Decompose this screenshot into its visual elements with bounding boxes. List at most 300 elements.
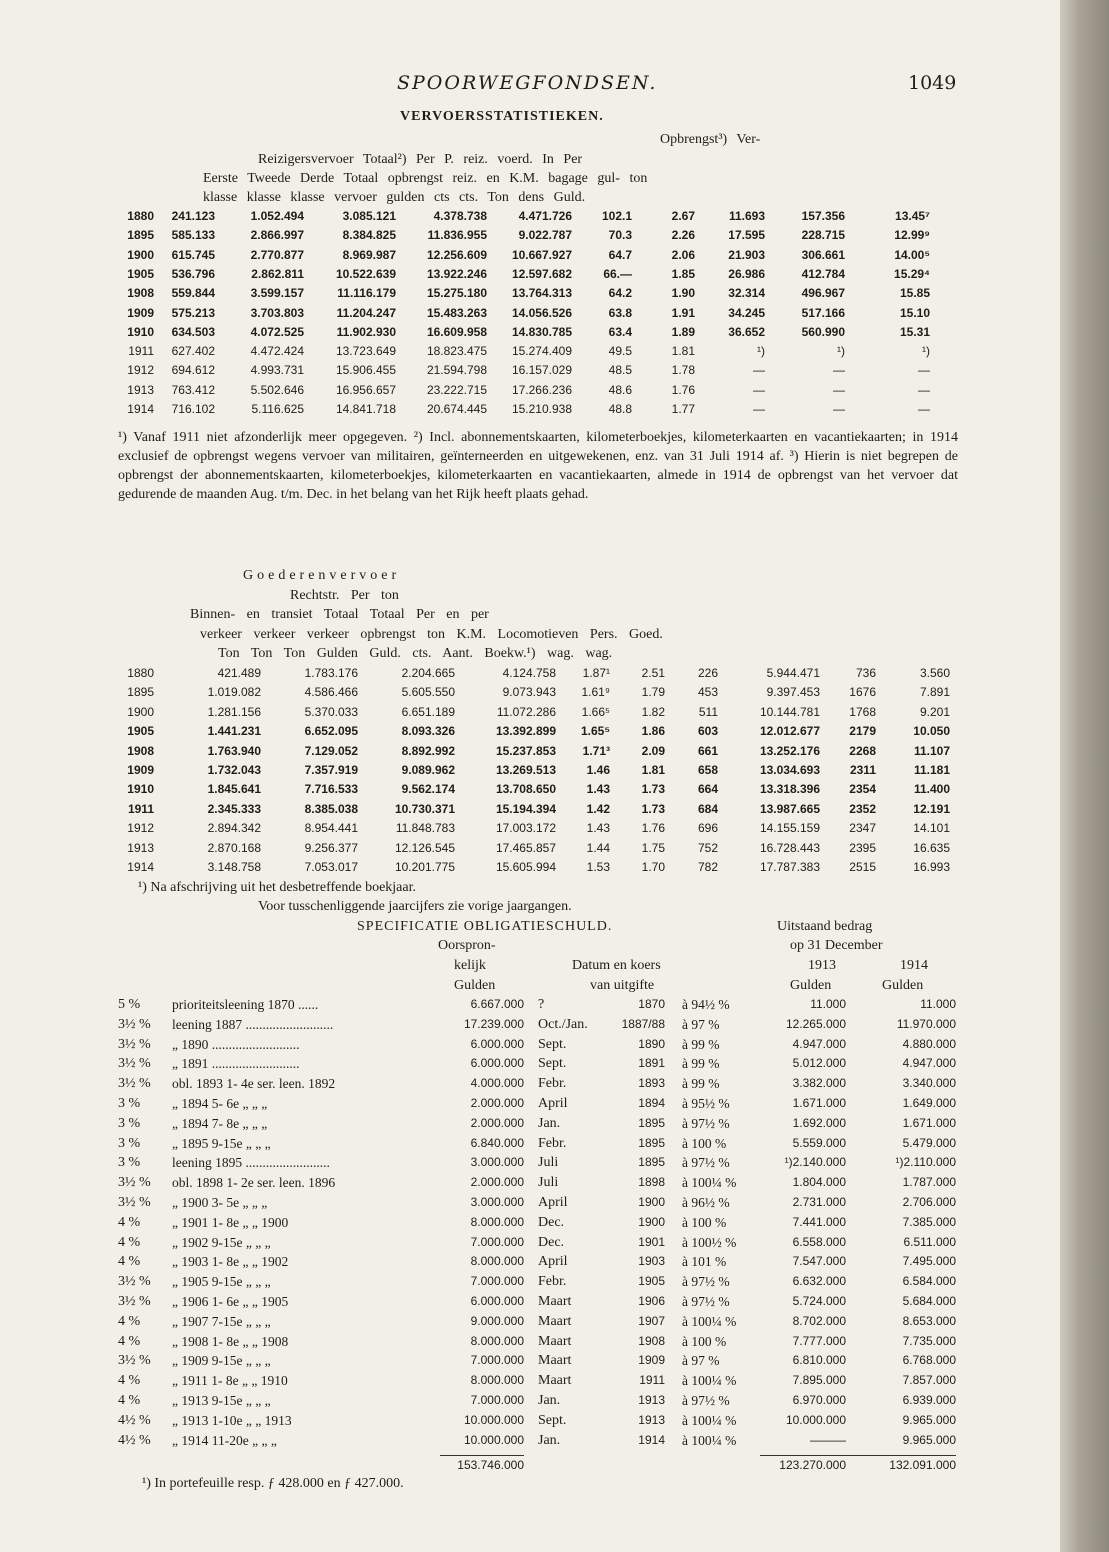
debt-row: [0, 1193, 1060, 1212]
goods-cell: 11.400: [913, 782, 950, 797]
passenger-cell: 11.836.955: [427, 228, 487, 243]
goods-cell: 1.46: [586, 763, 610, 777]
goods-cell: 1895: [127, 685, 154, 700]
goods-cell: 7.129.052: [304, 743, 358, 758]
goods-cell: 5.605.550: [401, 685, 455, 700]
debt-outstanding-1913: ¹)2.140.000: [784, 1155, 846, 1170]
passenger-row: [0, 342, 1060, 361]
goods-cell: 11.848.783: [395, 821, 455, 836]
debt-description: leening 1895 .........................: [172, 1155, 330, 1171]
goods-cell: 2.870.168: [207, 840, 261, 855]
passenger-cell: 1905: [127, 266, 154, 281]
debt-issue-year: 1905: [638, 1274, 665, 1289]
passenger-cell: 1.90: [671, 286, 695, 301]
goods-cell: 7.053.017: [304, 860, 358, 874]
debt-outstanding-1914: 1.671.000: [902, 1115, 956, 1130]
passenger-cell: 3.599.157: [250, 286, 304, 301]
goods-row: [0, 800, 1060, 819]
debt-original-amount: 7.000.000: [470, 1274, 524, 1289]
debt-issue-month: Maart: [538, 1294, 572, 1309]
goods-footnote: ¹) Na afschrijving uit het desbetreffende boekjaar.: [138, 880, 416, 895]
goods-cell: 661: [697, 743, 718, 758]
debt-issue-year: 1908: [638, 1333, 665, 1348]
passenger-cell: 11.204.247: [336, 305, 396, 320]
goods-cell: 5.370.033: [304, 704, 358, 719]
debt-issue-price: à 100 %: [682, 1135, 727, 1151]
goods-cell: 5.944.471: [766, 666, 820, 680]
debt-description: „ 1911 1- 8e „ „ 1910: [172, 1373, 288, 1389]
debt-issue-month: Jan.: [538, 1393, 561, 1408]
debt-outstanding-1914: 6.768.000: [902, 1353, 956, 1368]
debt-outstanding-1914: 5.479.000: [902, 1135, 956, 1150]
debt-footnote: ¹) In portefeuille resp. ƒ 428.000 en ƒ 427.000.: [142, 1476, 404, 1491]
goods-cell: 1.71³: [582, 743, 610, 758]
goods-cell: 1908: [127, 743, 154, 758]
goods-header-line: Ton Ton Ton Gulden Guld. cts. Aant. Boekw.¹) wag. wag.: [218, 646, 613, 661]
goods-cell: 1.783.176: [304, 666, 358, 680]
debt-issue-month: Jan.: [538, 1432, 561, 1448]
passenger-cell: 1911: [128, 344, 154, 359]
debt-description: „ 1914 11-20e „ „ „: [172, 1432, 277, 1448]
debt-rate: 3½ %: [118, 1076, 151, 1092]
goods-row: [0, 722, 1060, 741]
passenger-cell: 1.78: [671, 363, 695, 378]
debt-outstanding-1914: 4.880.000: [902, 1036, 956, 1051]
debt-row: [0, 1371, 1060, 1390]
debt-outstanding-1913: 11.000: [810, 997, 846, 1011]
passenger-cell: —: [753, 382, 765, 397]
goods-cell: 1905: [127, 724, 154, 739]
goods-cell: 2347: [849, 821, 876, 836]
goods-cell: 1.281.156: [207, 704, 261, 719]
debt-row: [0, 1213, 1060, 1232]
debt-rate: 3 %: [118, 1155, 141, 1171]
debt-rate: 4 %: [118, 1393, 141, 1408]
debt-outstanding-1914: 6.939.000: [902, 1393, 956, 1407]
goods-cell: 16.635: [913, 840, 950, 855]
debt-rate: 3½ %: [118, 1016, 151, 1032]
debt-outstanding-1914: 1.649.000: [902, 1096, 956, 1110]
goods-cell: 2354: [849, 782, 876, 797]
goods-cell: 12.126.545: [394, 840, 455, 855]
passenger-cell: 16.609.958: [426, 324, 487, 339]
passenger-cell: —: [833, 402, 845, 416]
debt-rate: 4 %: [118, 1313, 141, 1329]
goods-cell: 1.763.940: [207, 743, 261, 758]
passenger-cell: 1.85: [671, 266, 695, 281]
passenger-cell: 48.8: [608, 402, 632, 416]
passenger-row: [0, 226, 1060, 245]
debt-description: „ 1890 ..........................: [172, 1036, 300, 1052]
passenger-cell: 26.986: [728, 266, 765, 281]
debt-outstanding-1913: 3.382.000: [792, 1076, 846, 1091]
debt-issue-month: April: [538, 1254, 568, 1270]
debt-row: [0, 1094, 1060, 1113]
debt-issue-year: 1895: [638, 1155, 665, 1170]
passenger-row: [0, 207, 1060, 226]
goods-cell: 2395: [849, 840, 876, 855]
passenger-cell: —: [833, 363, 845, 378]
debt-issue-price: à 100½ %: [682, 1234, 737, 1250]
goods-cell: 1914: [127, 860, 154, 874]
passenger-cell: 13.45⁷: [895, 209, 930, 223]
goods-cell: 6.652.095: [304, 724, 358, 739]
passenger-cell: 34.245: [728, 305, 765, 320]
goods-cell: 736: [855, 666, 876, 680]
goods-cell: 2.51: [641, 666, 665, 680]
debt-original-amount: 7.000.000: [470, 1353, 524, 1368]
debt-issue-price: à 100¼ %: [682, 1175, 737, 1191]
debt-row: [0, 1233, 1060, 1252]
debt-original-amount: 3.000.000: [470, 1155, 524, 1170]
goods-cell: 1.76: [641, 821, 665, 836]
debt-row: [0, 1074, 1060, 1093]
header-december: op 31 December: [790, 938, 883, 953]
debt-issue-year: 1890: [638, 1036, 665, 1051]
passenger-cell: 4.072.525: [250, 324, 304, 339]
passenger-cell: 15.10: [899, 305, 930, 320]
goods-cell: 13.034.693: [759, 763, 820, 777]
goods-cell: 453: [697, 685, 718, 700]
goods-row: [0, 703, 1060, 722]
debt-issue-month: Sept.: [538, 1056, 567, 1072]
debt-rate: 3½ %: [118, 1195, 151, 1210]
debt-row: [0, 1015, 1060, 1034]
passenger-cell: 5.116.625: [251, 402, 304, 416]
debt-issue-price: à 100¼ %: [682, 1432, 737, 1448]
passenger-cell: 14.00⁵: [894, 247, 930, 262]
goods-cell: 684: [697, 801, 718, 816]
goods-cell: 9.073.943: [502, 685, 556, 700]
debt-outstanding-1913: 12.265.000: [785, 1016, 846, 1031]
goods-cell: 17.003.172: [495, 821, 556, 836]
passenger-cell: 1910: [127, 324, 154, 339]
debt-issue-price: à 97½ %: [682, 1274, 730, 1290]
passenger-cell: 2.67: [671, 209, 695, 223]
goods-cell: 2.345.333: [207, 801, 261, 816]
debt-issue-year: 1911: [639, 1373, 665, 1388]
passenger-cell: 11.902.930: [336, 324, 396, 339]
debt-description: „ 1913 9-15e „ „ „: [172, 1393, 271, 1408]
goods-row: [0, 819, 1060, 838]
debt-original-amount: 3.000.000: [470, 1195, 524, 1209]
section-title-goederenvervoer: Goederenvervoer: [243, 568, 401, 583]
passenger-cell: 8.384.825: [342, 228, 396, 243]
debt-row: [0, 1332, 1060, 1351]
goods-cell: 1.845.641: [207, 782, 261, 797]
goods-cell: 15.605.994: [495, 860, 556, 874]
passenger-cell: 17.595: [728, 228, 765, 243]
goods-cell: 10.050: [913, 724, 950, 739]
passenger-cell: 1895: [127, 228, 154, 243]
debt-issue-price: à 97½ %: [682, 1294, 730, 1309]
passenger-cell: 3.703.803: [250, 305, 304, 320]
passenger-cell: 66.—: [603, 266, 632, 281]
passenger-header-line: klasse klasse klasse vervoer gulden cts cts. Ton dens Guld.: [203, 190, 586, 205]
debt-description: „ 1894 7- 8e „ „ „: [172, 1115, 268, 1131]
passenger-cell: 15.483.263: [426, 305, 487, 320]
debt-outstanding-1914: 7.385.000: [902, 1214, 956, 1229]
goods-cell: 511: [698, 704, 718, 719]
passenger-cell: 15.29⁴: [894, 266, 930, 281]
debt-outstanding-1913: ———: [810, 1432, 846, 1447]
goods-cell: 2.204.665: [401, 666, 455, 680]
debt-original-amount: 10.000.000: [463, 1432, 524, 1447]
debt-total-1913: 123.270.000: [779, 1458, 846, 1472]
passenger-cell: 12.256.609: [426, 247, 487, 262]
passenger-cell: 575.213: [171, 305, 215, 320]
passenger-header-line: Eerste Tweede Derde Totaal opbrengst reiz. en K.M. bagage gul- ton: [203, 171, 648, 186]
debt-issue-price: à 99 %: [682, 1036, 720, 1052]
debt-issue-year: 1870: [638, 997, 665, 1011]
debt-outstanding-1913: 4.947.000: [792, 1036, 846, 1051]
debt-description: obl. 1893 1- 4e ser. leen. 1892: [172, 1076, 336, 1092]
debt-outstanding-1914: 7.857.000: [902, 1373, 956, 1388]
goods-cell: 10.144.781: [759, 704, 820, 719]
goods-cell: 1909: [127, 763, 154, 777]
debt-issue-month: Dec.: [538, 1234, 565, 1250]
debt-outstanding-1913: 1.671.000: [792, 1096, 846, 1110]
debt-original-amount: 9.000.000: [470, 1313, 524, 1328]
debt-issue-month: Juli: [538, 1155, 559, 1171]
debt-outstanding-1914: 5.684.000: [902, 1294, 956, 1308]
goods-cell: 603: [697, 724, 718, 739]
debt-rate: 3½ %: [118, 1056, 151, 1072]
debt-row: [0, 1391, 1060, 1410]
goods-cell: 2515: [849, 860, 876, 874]
debt-original-amount: 17.239.000: [463, 1016, 524, 1031]
debt-outstanding-1914: 11.970.000: [896, 1016, 956, 1031]
passenger-cell: 4.993.731: [250, 363, 304, 378]
goods-cell: 3.560: [919, 666, 950, 680]
goods-cell: 8.892.992: [401, 743, 455, 758]
header-oorspron: Oorspron-: [438, 938, 496, 953]
debt-original-amount: 8.000.000: [470, 1333, 524, 1348]
goods-cell: 12.191: [913, 801, 950, 816]
goods-cell: 13.252.176: [759, 743, 820, 758]
debt-rate: 4 %: [118, 1234, 141, 1250]
header-kelijk: kelijk: [454, 958, 486, 973]
debt-issue-year: 1907: [638, 1313, 665, 1328]
goods-cell: 8.954.441: [304, 821, 358, 836]
debt-issue-price: à 97 %: [682, 1016, 720, 1032]
goods-cell: 11.107: [913, 743, 950, 758]
goods-cell: 4.586.466: [304, 685, 358, 700]
goods-cell: 1911: [127, 801, 154, 816]
debt-issue-price: à 97½ %: [682, 1155, 730, 1171]
header-year-1913: 1913: [808, 958, 836, 973]
goods-cell: 15.237.853: [495, 743, 556, 758]
section-title-vervoersstatistieken: VERVOERSSTATISTIEKEN.: [400, 109, 604, 124]
page-edge-shadow: [1060, 0, 1109, 1552]
debt-issue-price: à 99 %: [682, 1076, 720, 1092]
debt-rate: 3 %: [118, 1135, 141, 1151]
debt-original-amount: 6.840.000: [470, 1135, 524, 1150]
passenger-cell: —: [753, 363, 765, 378]
passenger-cell: 4.378.738: [433, 209, 487, 223]
passenger-cell: 517.166: [801, 305, 845, 320]
debt-row: [0, 1252, 1060, 1271]
passenger-cell: 585.133: [171, 228, 215, 243]
debt-original-amount: 7.000.000: [470, 1393, 524, 1407]
debt-outstanding-1913: 6.558.000: [792, 1234, 846, 1249]
passenger-cell: 1.89: [671, 324, 695, 339]
debt-issue-month: April: [538, 1096, 568, 1111]
debt-issue-year: 1894: [638, 1096, 665, 1110]
passenger-cell: 1880: [127, 209, 154, 223]
passenger-cell: 1.91: [671, 305, 695, 320]
passenger-cell: 1909: [127, 305, 154, 320]
goods-cell: 1.82: [641, 704, 665, 719]
debt-issue-price: à 100¼ %: [682, 1373, 737, 1389]
passenger-cell: 412.784: [801, 266, 845, 281]
goods-cell: 1768: [849, 704, 876, 719]
goods-cell: 13.318.396: [759, 782, 820, 797]
debt-description: leening 1887 ..........................: [172, 1016, 334, 1032]
debt-rate: 3½ %: [118, 1175, 151, 1191]
passenger-cell: 560.990: [801, 324, 845, 339]
debt-outstanding-1913: 7.777.000: [792, 1333, 846, 1348]
goods-note: Voor tusschenliggende jaarcijfers zie vorige jaargangen.: [258, 899, 572, 914]
passenger-row: [0, 284, 1060, 303]
passenger-cell: 15.275.180: [426, 286, 487, 301]
debt-issue-year: 1914: [638, 1432, 665, 1447]
debt-original-amount: 8.000.000: [470, 1254, 524, 1269]
passenger-cell: 8.969.987: [342, 247, 396, 262]
goods-cell: 17.787.383: [759, 860, 820, 874]
goods-cell: 10.730.371: [394, 801, 455, 816]
goods-row: [0, 683, 1060, 702]
goods-cell: 1.53: [586, 860, 610, 874]
passenger-cell: 716.102: [171, 402, 215, 416]
goods-cell: 6.651.189: [401, 704, 455, 719]
passenger-row: [0, 265, 1060, 284]
passenger-cell: 634.503: [171, 324, 215, 339]
passenger-cell: 2.866.997: [250, 228, 304, 243]
debt-row: [0, 995, 1060, 1014]
goods-cell: 1912: [127, 821, 154, 836]
goods-cell: 14.101: [913, 821, 950, 836]
debt-description: „ 1908 1- 8e „ „ 1908: [172, 1333, 289, 1349]
passenger-cell: 1913: [127, 382, 154, 397]
debt-description: prioriteitsleening 1870 ......: [172, 997, 319, 1012]
section-title-obligatieschuld: SPECIFICATIE OBLIGATIESCHULD.: [357, 919, 613, 934]
goods-cell: 1.70: [641, 860, 665, 874]
debt-original-amount: 6.000.000: [470, 1036, 524, 1051]
goods-cell: 7.357.919: [304, 763, 358, 777]
passenger-cell: 49.5: [608, 344, 632, 359]
goods-cell: 1.441.231: [207, 724, 261, 739]
debt-original-amount: 6.000.000: [470, 1056, 524, 1071]
debt-rate: 3 %: [118, 1096, 141, 1111]
debt-outstanding-1913: 7.441.000: [792, 1214, 846, 1229]
debt-outstanding-1914: 9.965.000: [902, 1412, 956, 1427]
goods-cell: 9.397.453: [766, 685, 820, 700]
debt-row: [0, 1272, 1060, 1291]
goods-cell: 16.993: [913, 860, 950, 874]
debt-rate: 3½ %: [118, 1274, 151, 1290]
debt-outstanding-1913: 7.547.000: [792, 1254, 846, 1269]
goods-cell: 10.201.775: [394, 860, 455, 874]
debt-issue-year: 1895: [638, 1135, 665, 1150]
debt-original-amount: 7.000.000: [470, 1234, 524, 1249]
debt-issue-year: 1913: [638, 1412, 665, 1427]
passenger-cell: 2.770.877: [250, 247, 304, 262]
passenger-cell: 32.314: [728, 286, 765, 301]
debt-rate: 4½ %: [118, 1432, 151, 1448]
passenger-cell: 536.796: [171, 266, 215, 281]
goods-cell: 421.489: [217, 666, 261, 680]
debt-issue-price: à 95½ %: [682, 1096, 730, 1111]
goods-cell: 752: [697, 840, 718, 855]
passenger-cell: 4.472.424: [250, 344, 304, 359]
goods-cell: 1913: [127, 840, 154, 855]
passenger-cell: 15.31: [899, 324, 930, 339]
debt-issue-month: Maart: [538, 1373, 572, 1389]
passenger-cell: 2.06: [671, 247, 695, 262]
page-number: 1049: [908, 72, 957, 94]
passenger-cell: —: [918, 382, 930, 397]
passenger-cell: 63.8: [608, 305, 632, 320]
passenger-cell: 10.667.927: [511, 247, 572, 262]
debt-outstanding-1914: 6.511.000: [903, 1234, 956, 1249]
passenger-header-line: Opbrengst³) Ver-: [660, 132, 761, 147]
passenger-cell: 1.052.494: [250, 209, 304, 223]
goods-cell: 9.089.962: [401, 763, 455, 777]
debt-issue-year: 1901: [638, 1234, 665, 1249]
passenger-cell: —: [833, 382, 845, 397]
debt-issue-year: 1895: [638, 1115, 665, 1130]
debt-row: [0, 1292, 1060, 1311]
passenger-row: [0, 323, 1060, 342]
header-gulden-1913: Gulden: [790, 978, 832, 993]
debt-issue-year: 1887/88: [621, 1016, 665, 1031]
passenger-cell: 14.830.785: [511, 324, 572, 339]
passenger-cell: 1.81: [671, 344, 695, 359]
goods-cell: 11.072.286: [496, 704, 556, 719]
goods-cell: 1900: [127, 704, 154, 719]
debt-issue-month: Jan.: [538, 1115, 561, 1131]
goods-cell: 9.256.377: [304, 840, 358, 855]
debt-description: „ 1894 5- 6e „ „ „: [172, 1096, 268, 1111]
passenger-cell: 48.6: [608, 382, 632, 397]
passenger-cell: 21.594.798: [426, 363, 487, 378]
debt-issue-price: à 94½ %: [682, 997, 730, 1012]
debt-original-amount: 2.000.000: [470, 1115, 524, 1130]
debt-outstanding-1913: 1.804.000: [792, 1175, 846, 1190]
passenger-cell: 1.76: [671, 382, 695, 397]
goods-cell: 8.093.326: [401, 724, 455, 739]
debt-issue-price: à 99 %: [682, 1056, 720, 1072]
goods-cell: 2179: [849, 724, 876, 739]
debt-outstanding-1913: 7.895.000: [792, 1373, 846, 1388]
debt-outstanding-1913: 8.702.000: [792, 1313, 846, 1328]
goods-cell: 7.716.533: [304, 782, 358, 797]
passenger-cell: 11.693: [728, 209, 765, 223]
header-gulden: Gulden: [454, 978, 496, 993]
passenger-cell: 13.764.313: [511, 286, 572, 301]
debt-rate: 4 %: [118, 1333, 141, 1349]
goods-cell: 2268: [849, 743, 876, 758]
debt-outstanding-1914: 11.000: [920, 997, 956, 1011]
passenger-cell: 23.222.715: [426, 382, 487, 397]
goods-cell: 1.42: [586, 801, 610, 816]
passenger-cell: 1914: [127, 402, 154, 416]
passenger-cell: 11.116.179: [337, 286, 396, 301]
passenger-cell: —: [918, 402, 930, 416]
debt-row: [0, 1431, 1060, 1450]
header-gulden-1914: Gulden: [882, 978, 924, 993]
